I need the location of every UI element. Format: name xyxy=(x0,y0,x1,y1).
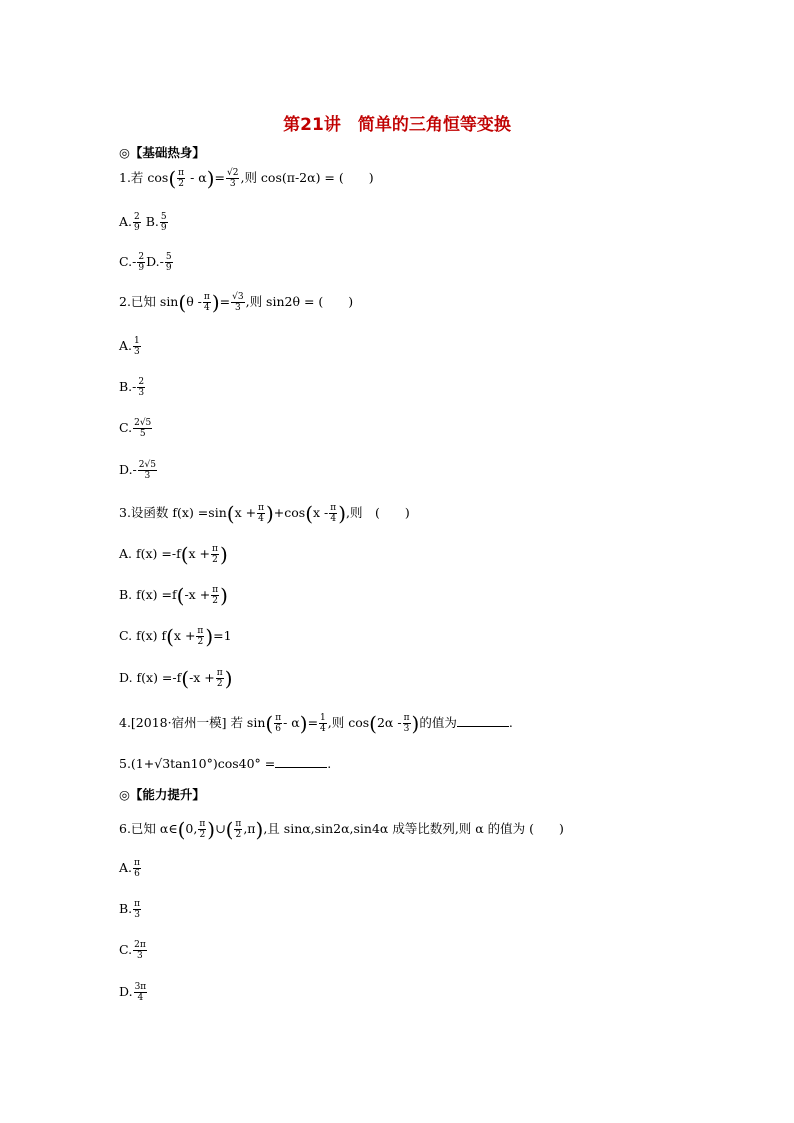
answer-blank[interactable] xyxy=(457,714,509,727)
q3-option-a: A. f(x) =-f(x + $\frac{\pi}{2}$ ) xyxy=(119,542,228,567)
q1-stem: 1.若 cos xyxy=(119,170,169,185)
q6-option-d: D. $\frac{3\pi}{4}$ xyxy=(119,982,147,1003)
page-title: 第21讲 简单的三角恒等变换 xyxy=(283,115,511,135)
question-2: 2.已知 sin(θ - $\frac{\pi}{4}$ )= $\frac{√3}{3}$ ,则 sin2θ = ( ) xyxy=(119,290,354,315)
section-basic-heading: ◎【基础热身】 xyxy=(119,145,205,160)
question-5: 5.(1+√3tan10°)cos40° = . xyxy=(119,756,332,771)
q6-option-a: A. $\frac{\pi}{6}$ xyxy=(119,858,140,879)
q2-option-a: A. $\frac{1}{3}$ xyxy=(119,336,140,357)
question-6: 6.已知 α∈(0, $\frac{\pi}{2}$ )∪( $\frac{\pi}{2}$ ,π),且 sinα,sin2α,sin4α 成等比数列,则 α 的值为 ( ) xyxy=(119,817,564,842)
q3-option-d: D. f(x) =-f(-x + $\frac{\pi}{2}$ ) xyxy=(119,666,233,691)
q3-option-b: B. f(x) =f(-x + $\frac{\pi}{2}$ ) xyxy=(119,583,228,608)
q6-option-c: C. $\frac{2\pi}{3}$ xyxy=(119,940,146,961)
q1-options-cd: C.- $\frac{2}{9}$ D.- $\frac{5}{9}$ xyxy=(119,252,172,273)
answer-blank[interactable] xyxy=(275,755,327,768)
q2-option-b: B.- $\frac{2}{3}$ xyxy=(119,377,145,398)
fraction: $\frac{\pi}{2}$ xyxy=(178,168,185,189)
q1-options-ab: A. $\frac{2}{9}$ B. $\frac{5}{9}$ xyxy=(119,212,167,233)
section-advanced-heading: ◎【能力提升】 xyxy=(119,787,205,802)
question-3: 3.设函数 f(x) =sin(x + $\frac{\pi}{4}$ )+cos(x - $\frac{\pi}{4}$ ),则 ( ) xyxy=(119,501,410,526)
q2-option-c: C. $\frac{2√5}{5}$ xyxy=(119,418,152,439)
fraction: $\frac{√2}{3}$ xyxy=(227,168,239,189)
question-1: 1.若 cos( $\frac{\pi}{2}$ - α)= $\frac{√2}{3}$ ,则 cos(π-2α) = ( ) xyxy=(119,166,374,191)
q6-option-b: B. $\frac{\pi}{3}$ xyxy=(119,899,141,920)
q3-option-c: C. f(x) f(x + $\frac{\pi}{2}$ )=1 xyxy=(119,624,232,649)
q2-option-d: D.- $\frac{2√5}{3}$ xyxy=(119,460,156,481)
question-4: 4.[2018·宿州一模] 若 sin( $\frac{\pi}{6}$ - α)= $\frac{1}{4}$ ,则 cos(2α - $\frac{\pi}{3}$ )的值为 . xyxy=(119,711,513,736)
